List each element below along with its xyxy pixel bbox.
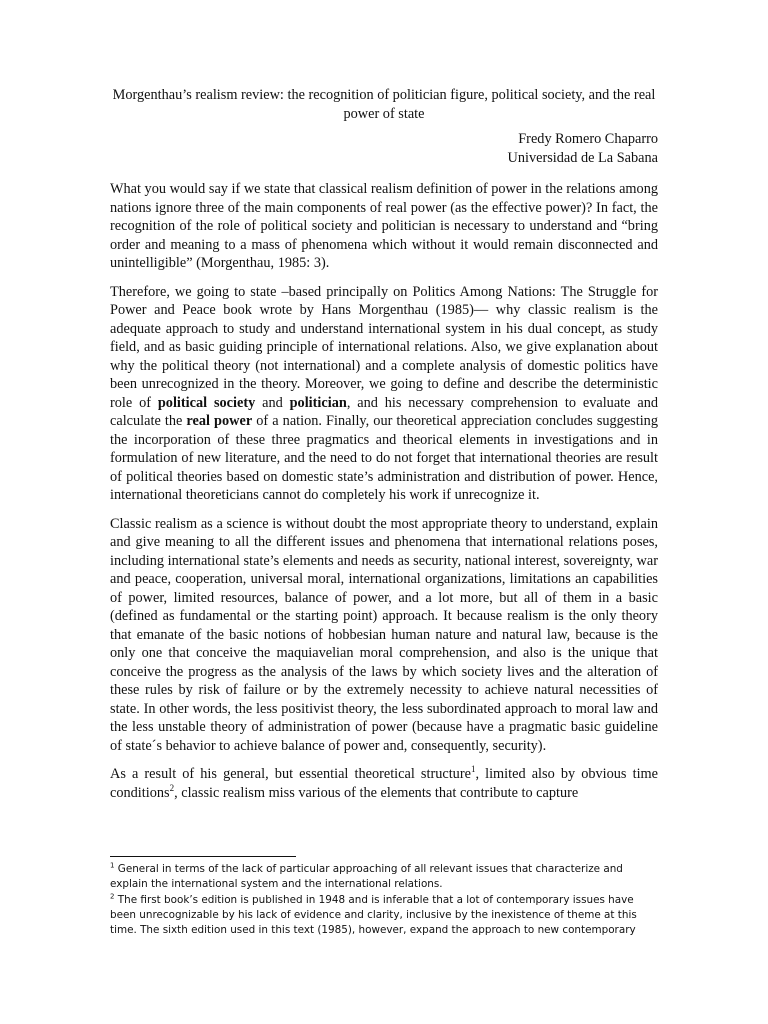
footnote-ref-2[interactable]: 2 <box>169 782 175 793</box>
footnotes <box>110 862 658 938</box>
paragraph-1: What you would say if we state that classical realism definition of power in the relations among nations ignore three of the main components of real power (as the effective power)? In fact, the recognition of the role of political society and politician is necessary to understand and “bring order and meaning to a mass of phenomena which without it would remain disconnected and unintelligible” (Morgenthau, 1985: 3). <box>110 181 658 271</box>
emphasis-politician: politician <box>289 394 347 411</box>
footnote-separator <box>110 856 296 857</box>
author-block <box>400 130 658 168</box>
paragraph-4-text-a: As a result of his general, but essential theoretical structure <box>110 766 471 782</box>
footnote-ref-1[interactable]: 1 <box>470 764 476 775</box>
paragraph-4 <box>110 765 658 802</box>
emphasis-real-power: real power <box>186 413 253 429</box>
footnote-1 <box>110 862 658 893</box>
paragraph-3: Classic realism as a science is without doubt the most appropriate theory to understand, explain and give meaning to all the different issues and phenomena that international relations poses, including international state’s elements and needs as security, national interest, sovereignty, war and peace, cooperation, universal moral, international organizations, limitations an capabilities of power, limited resources, balance of power, and a lot more, but all of them in a basic (defined as fundamental or the starting point) approach. It because realism is the only theory that emanate of the basic notions of hobbesian human nature and natural law, because is the only one that conceive the maquiavelian moral comprehension, and also is the unique that conceive the progress as the analysis of the laws by which society lives and the alteration of these rules by risk of failure or by the extremely necessity to achieve natural necessities of state. In other words, the less positivist theory, the less subordinated approach to moral law and the less unstable theory of administration of power (because have a pragmatic basic guideline of state´s behavior to achieve balance of power and, consequently, security). <box>110 515 658 754</box>
footnote-marker-2: 2 <box>110 892 115 901</box>
footnote-2 <box>110 893 658 939</box>
paragraph-4-text-c: , classic realism miss various of the elements that contribute to capture <box>174 784 579 801</box>
paragraph-4-text-b: , limited also by obvious time conditions <box>110 766 659 801</box>
document-title: Morgenthau’s realism review: the recognition of politician figure, political society, and the real power of state <box>112 87 656 122</box>
paragraph-2-text-e: of a nation. Finally, our theoretical appreciation concludes suggesting the incorporation of these three pragmatics and theorical elements in investigations and in formulation of new literature, and the need to do not forget that international theories are result of political theories based on domestic state’s administration and distribution of power. Hence, international theoreticians cannot do completely his work if unrecognize it. <box>110 413 658 503</box>
body-text <box>110 180 658 812</box>
paragraph-2 <box>110 283 658 505</box>
footnote-marker-1: 1 <box>110 861 115 870</box>
emphasis-political-society: political society <box>157 394 256 411</box>
paragraph-2-text-c: and <box>255 394 290 411</box>
paragraph-2-text-d: , and his necessary comprehension to evaluate and calculate the <box>110 394 658 429</box>
author-affiliation: Universidad de La Sabana <box>507 150 658 166</box>
footnote-2-text: The first book’s edition is published in 1948 and is inferable that a lot of contemporary issues have been unrecognizable by his lack of evidence and clarity, inclusive by the inexistence of theme at this time. The sixth edition used in this text (1985), however, expand the approach to new contemporary <box>110 893 637 937</box>
author-name: Fredy Romero Chaparro <box>518 131 658 147</box>
footnote-1-text: General in terms of the lack of particular approaching of all relevant issues that characterize and explain the international system and the international relations. <box>110 863 623 891</box>
paragraph-2-text-a: Therefore, we going to state –based principally on Politics Among Nations: The Struggle for Power and Peace book wrote by Hans Morgenthau (1985)— why classic realism is the adequate approach to study and understand international system in his dual concept, as study field, and as basic guiding principle of international relations. Also, we give explanation about why the political theory (not international) and a complete analysis of domestic politics have been unrecognized in the theory. Moreover, we going to define and describe the deterministic role of <box>110 283 658 411</box>
